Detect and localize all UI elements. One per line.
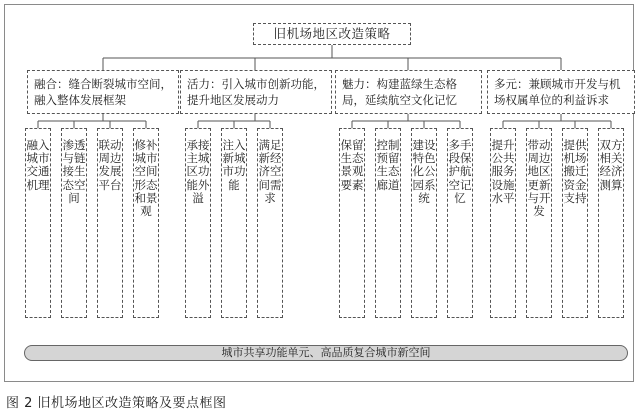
leaf-node: 满足新经济空间需求	[257, 128, 283, 318]
category-node-charm: 魅力：构建蓝绿生态格局，延续航空文化记忆	[335, 70, 482, 114]
leaf-node: 建设特色化公园系统	[411, 128, 437, 318]
leaf-node: 渗透与链接生态空间	[61, 128, 87, 318]
leaf-node: 注入新城市功能	[221, 128, 247, 318]
leaf-node: 修补城市空间形态和景观	[133, 128, 159, 318]
figure-caption: 图 2 旧机场地区改造策略及要点框图	[6, 396, 227, 411]
leaf-node: 多手段保护航空记忆	[447, 128, 473, 318]
category-node-fusion: 融合：缝合断裂城市空间，融入整体发展框架	[27, 70, 179, 114]
category-node-vitality: 活力：引入城市创新功能，提升地区发展动力	[180, 70, 332, 114]
leaf-node: 承接主城区功能外溢	[185, 128, 211, 318]
leaf-node: 双方相关经济测算	[598, 128, 624, 318]
leaf-node: 保留生态景观要素	[339, 128, 365, 318]
leaf-node: 带动周边地区更新与开发	[526, 128, 552, 318]
category-node-diversity: 多元：兼顾城市开发与机场权属单位的利益诉求	[487, 70, 635, 114]
root-node: 旧机场地区改造策略	[253, 23, 411, 45]
leaf-node: 融入城市交通机理	[25, 128, 51, 318]
leaf-node: 控制预留生态廊道	[375, 128, 401, 318]
leaf-node: 提供机场搬迁资金支持	[562, 128, 588, 318]
leaf-node: 提升公共服务设施水平	[490, 128, 516, 318]
bottom-summary-bar: 城市共享功能单元、高品质复合城市新空间	[24, 345, 628, 361]
leaf-node: 联动周边发展平台	[97, 128, 123, 318]
